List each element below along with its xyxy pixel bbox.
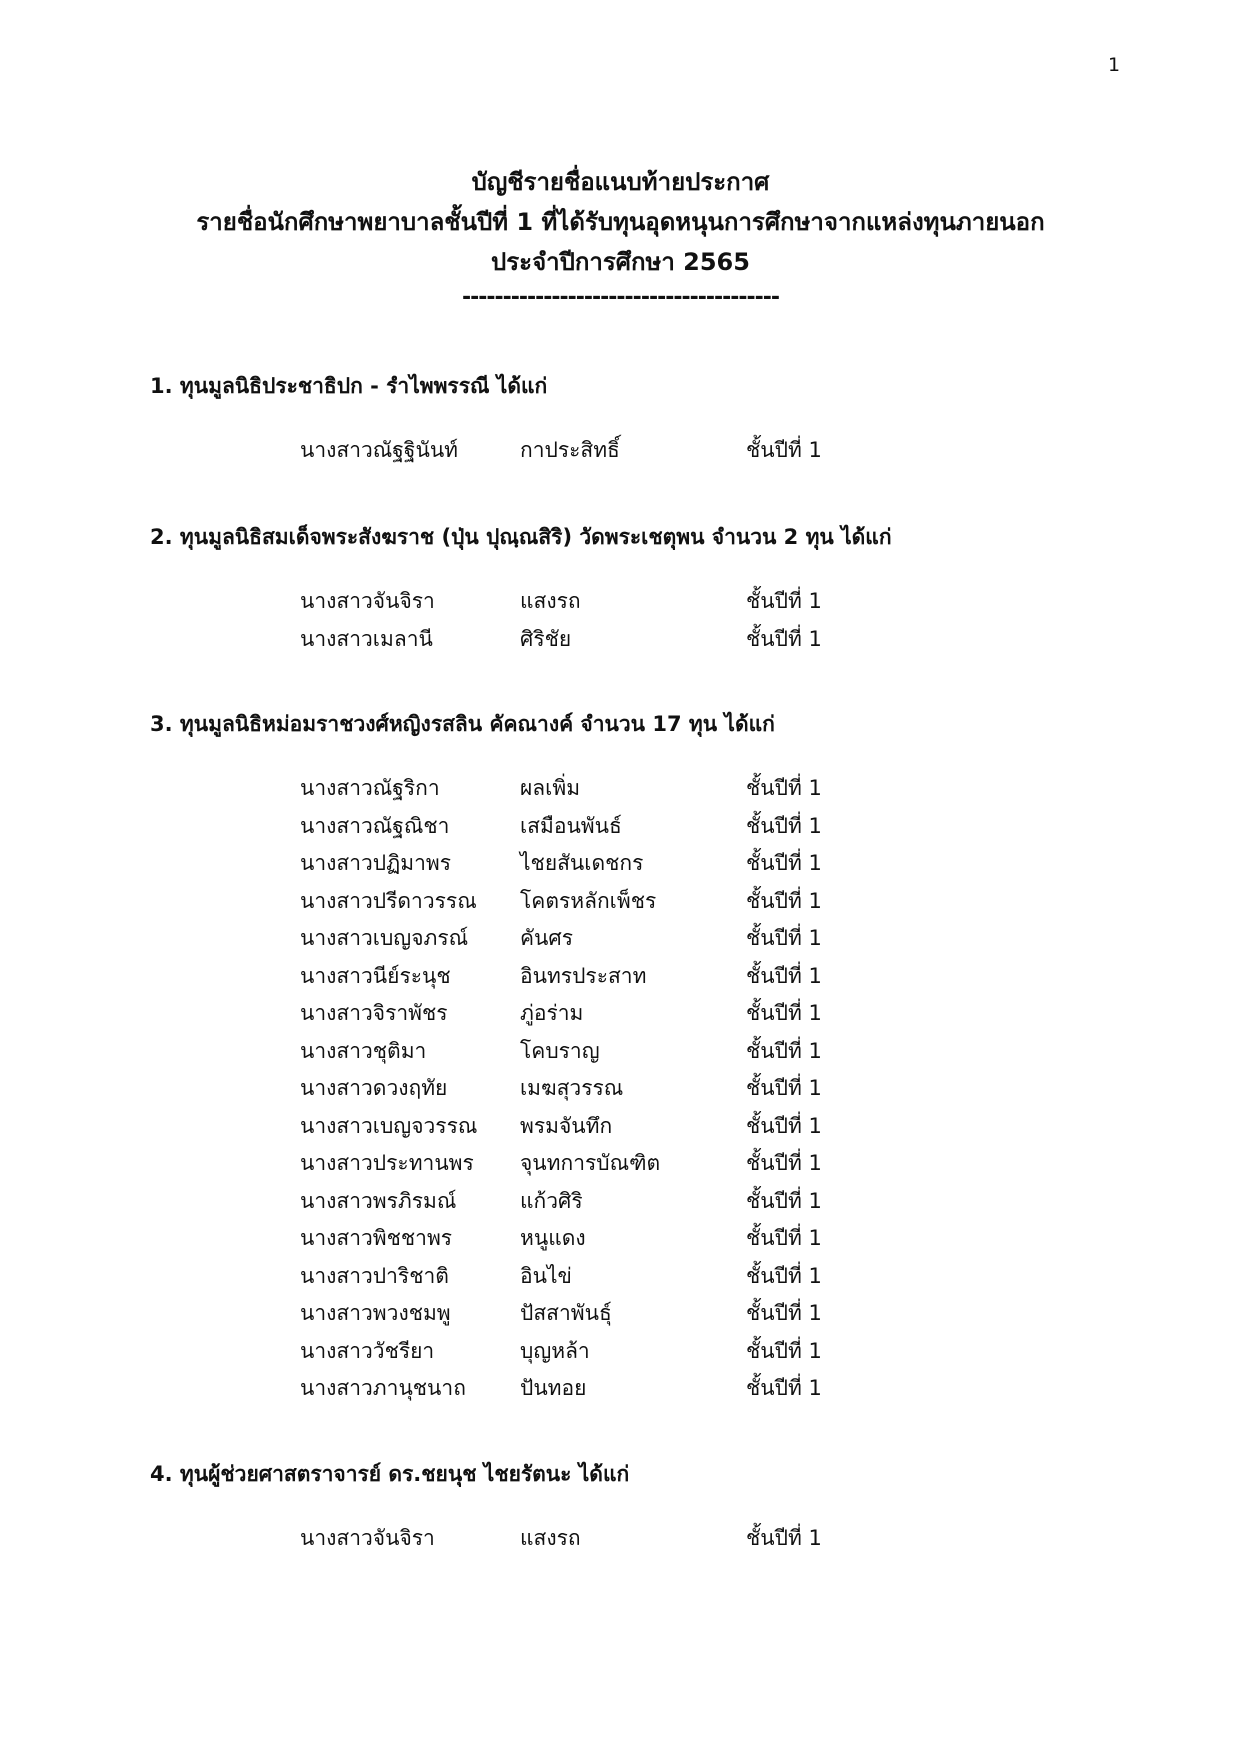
section-title: 3. ทุนมูลนิธิหม่อมราชวงศ์หญิงรสลิน คัคณางค์ จำนวน 17 ทุน ได้แก่ bbox=[150, 712, 775, 736]
student-surname: ไชยสันเดชกร bbox=[520, 851, 644, 875]
student-surname: ผลเพิ่ม bbox=[520, 776, 581, 800]
student-row bbox=[150, 883, 1150, 921]
student-surname: คันศร bbox=[520, 926, 574, 950]
student-name: นางสาวปฏิมาพร bbox=[300, 851, 451, 875]
student-year: ชั้นปีที่ 1 bbox=[746, 1001, 822, 1025]
student-row bbox=[150, 1183, 1150, 1221]
student-name: นางสาวณัฐณิชา bbox=[300, 813, 450, 838]
student-year: ชั้นปีที่ 1 bbox=[746, 589, 822, 613]
section-title: 4. ทุนผู้ช่วยศาสตราจารย์ ดร.ชยนุช ไชยรัตนะ ได้แก่ bbox=[150, 1462, 630, 1486]
header-subtitle: รายชื่อนักศึกษาพยาบาลชั้นปีที่ 1 ที่ได้รับทุนอุดหนุนการศึกษาจากแหล่งทุนภายนอก bbox=[196, 208, 1045, 236]
student-year: ชั้นปีที่ 1 bbox=[746, 1301, 822, 1325]
student-surname: ภู่อร่าม bbox=[520, 1001, 584, 1025]
student-year: ชั้นปีที่ 1 bbox=[746, 963, 822, 988]
student-year: ชั้นปีที่ 1 bbox=[746, 1113, 822, 1138]
student-row bbox=[150, 1070, 1150, 1108]
student-year: ชั้นปีที่ 1 bbox=[746, 888, 822, 913]
student-surname: จุนทการบัณฑิต bbox=[520, 1151, 661, 1175]
student-year: ชั้นปีที่ 1 bbox=[746, 1151, 822, 1175]
student-surname: แสงรถ bbox=[520, 1526, 581, 1550]
student-surname: เสมือนพันธ์ bbox=[520, 813, 622, 838]
student-surname: ศิริชัย bbox=[520, 626, 572, 651]
student-surname: ปันทอย bbox=[520, 1376, 587, 1400]
section-title: 1. ทุนมูลนิธิประชาธิปก - รำไพพรรณี ได้แก่ bbox=[150, 374, 548, 398]
page-number: 1 bbox=[1108, 54, 1121, 76]
student-year: ชั้นปีที่ 1 bbox=[746, 851, 822, 875]
student-row bbox=[150, 621, 1150, 659]
student-name: นางสาวปรีดาวรรณ bbox=[300, 888, 477, 913]
student-year: ชั้นปีที่ 1 bbox=[746, 926, 822, 950]
student-name: นางสาวภานุชนาถ bbox=[300, 1376, 466, 1400]
student-surname: เมฆสุวรรณ bbox=[520, 1076, 624, 1100]
student-row bbox=[150, 1520, 1150, 1558]
student-surname: แก้วศิริ bbox=[520, 1188, 583, 1213]
student-surname: แสงรถ bbox=[520, 589, 581, 613]
scholarship-section-2 bbox=[150, 521, 1150, 658]
student-list bbox=[150, 770, 1150, 1408]
student-row bbox=[150, 1220, 1150, 1258]
student-name: นางสาวพิชชาพร bbox=[300, 1226, 453, 1250]
student-row bbox=[150, 845, 1150, 883]
student-year: ชั้นปีที่ 1 bbox=[746, 1226, 822, 1250]
student-row bbox=[150, 432, 1150, 470]
scholarship-section-1 bbox=[150, 370, 1150, 470]
student-name: นางสาวจันจิรา bbox=[300, 589, 435, 613]
student-year: ชั้นปีที่ 1 bbox=[746, 626, 822, 651]
student-row bbox=[150, 1333, 1150, 1371]
student-name: นางสาวนีย์ระนุช bbox=[300, 963, 451, 988]
student-list bbox=[150, 583, 1150, 658]
student-row bbox=[150, 1145, 1150, 1183]
student-name: นางสาวเบญจภรณ์ bbox=[300, 926, 469, 950]
student-surname: อินทรประสาท bbox=[520, 963, 647, 988]
student-list bbox=[150, 1520, 1150, 1558]
student-name: นางสาวเมลานี bbox=[300, 626, 433, 651]
student-row bbox=[150, 1295, 1150, 1333]
student-surname: โคตรหลักเพ็ชร bbox=[520, 888, 657, 913]
student-name: นางสาวประทานพร bbox=[300, 1151, 474, 1175]
student-row bbox=[150, 1033, 1150, 1071]
header-title: บัญชีรายชื่อแนบท้ายประกาศ bbox=[471, 168, 770, 196]
student-year: ชั้นปีที่ 1 bbox=[746, 776, 822, 800]
student-year: ชั้นปีที่ 1 bbox=[746, 1263, 822, 1288]
student-row bbox=[150, 1108, 1150, 1146]
student-name: นางสาวณัฐฐินันท์ bbox=[300, 438, 459, 462]
student-year: ชั้นปีที่ 1 bbox=[746, 813, 822, 838]
student-year: ชั้นปีที่ 1 bbox=[746, 1376, 822, 1400]
section-title: 2. ทุนมูลนิธิสมเด็จพระสังฆราช (ปุ่น ปุณฺณสิริ) วัดพระเชตุพน จำนวน 2 ทุน ได้แก่ bbox=[150, 525, 892, 549]
student-name: นางสาวเบญจวรรณ bbox=[300, 1113, 478, 1138]
student-row bbox=[150, 1258, 1150, 1296]
student-surname: บุญหล้า bbox=[520, 1338, 590, 1363]
header-divider: --------------------------------------- bbox=[461, 285, 780, 310]
student-row bbox=[150, 958, 1150, 996]
student-name: นางสาวจันจิรา bbox=[300, 1526, 435, 1550]
student-list bbox=[150, 432, 1150, 470]
student-year: ชั้นปีที่ 1 bbox=[746, 1526, 822, 1550]
student-row bbox=[150, 995, 1150, 1033]
student-surname: ปัสสาพันธุ์ bbox=[520, 1301, 612, 1325]
student-year: ชั้นปีที่ 1 bbox=[746, 1338, 822, 1363]
student-surname: กาประสิทธิ์ bbox=[520, 438, 620, 462]
student-name: นางสาวจิราพัชร bbox=[300, 1001, 448, 1025]
student-name: นางสาวพวงชมพู bbox=[300, 1301, 451, 1325]
student-name: นางสาวปาริชาติ bbox=[300, 1263, 449, 1288]
student-row bbox=[150, 583, 1150, 621]
student-name: นางสาวชุติมา bbox=[300, 1038, 427, 1063]
student-surname: อินไข่ bbox=[520, 1263, 572, 1288]
student-year: ชั้นปีที่ 1 bbox=[746, 438, 822, 462]
scholarship-section-3 bbox=[150, 708, 1150, 1408]
student-surname: หนูแดง bbox=[520, 1226, 586, 1250]
student-name: นางสาววัชรียา bbox=[300, 1338, 435, 1363]
student-row bbox=[150, 920, 1150, 958]
scholarship-section-4 bbox=[150, 1458, 1150, 1558]
student-year: ชั้นปีที่ 1 bbox=[746, 1076, 822, 1100]
student-surname: พรมจันทึก bbox=[520, 1113, 613, 1138]
header-academic-year: ประจำปีการศึกษา 2565 bbox=[491, 248, 750, 276]
student-name: นางสาวพรภิรมณ์ bbox=[300, 1188, 457, 1213]
student-name: นางสาวณัฐริกา bbox=[300, 776, 440, 800]
student-surname: โคบราญ bbox=[520, 1038, 600, 1063]
document-header bbox=[0, 162, 1241, 314]
student-year: ชั้นปีที่ 1 bbox=[746, 1038, 822, 1063]
student-row bbox=[150, 808, 1150, 846]
student-row bbox=[150, 1370, 1150, 1408]
student-name: นางสาวดวงฤทัย bbox=[300, 1076, 448, 1100]
student-year: ชั้นปีที่ 1 bbox=[746, 1188, 822, 1213]
student-row bbox=[150, 770, 1150, 808]
